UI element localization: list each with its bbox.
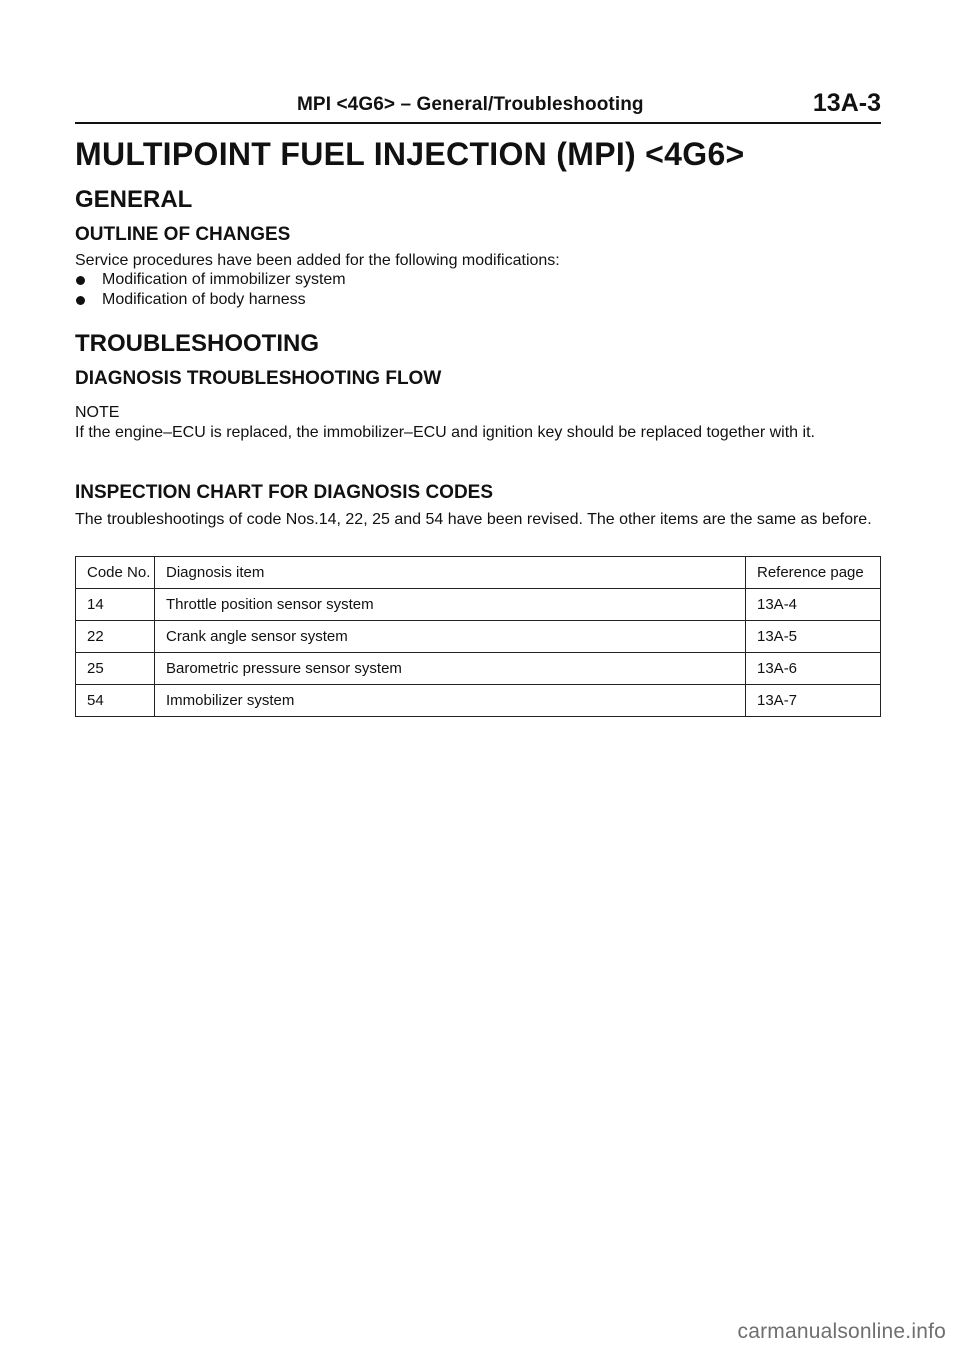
bullet-icon [76,296,85,305]
cell-ref: 13A-4 [746,589,881,621]
table-header-row [76,557,881,589]
table-row [76,621,881,653]
cell-code: 14 [76,589,155,621]
cell-item: Barometric pressure sensor system [155,653,746,685]
heading-outline-of-changes: OUTLINE OF CHANGES [75,224,291,245]
list-item: Modification of immobilizer system [75,270,346,290]
cell-ref: 13A-6 [746,653,881,685]
outline-intro: Service procedures have been added for the following modifications: [75,252,560,269]
cell-ref: 13A-5 [746,621,881,653]
table-row [76,589,881,621]
note-label: NOTE [75,404,120,421]
list-item: Modification of body harness [75,290,346,310]
heading-general: GENERAL [75,186,193,213]
document-title: MULTIPOINT FUEL INJECTION (MPI) <4G6> [75,136,745,172]
inspection-chart-table [75,556,881,717]
table-row [76,685,881,717]
header-diagnosis-item: Diagnosis item [155,557,746,589]
cell-code: 25 [76,653,155,685]
cell-code: 54 [76,685,155,717]
heading-troubleshooting: TROUBLESHOOTING [75,330,319,357]
header-reference-page: Reference page [746,557,881,589]
section-title: MPI <4G6> – General/Troubleshooting [297,94,644,115]
site-watermark: carmanualsonline.info [737,1320,946,1343]
cell-code: 22 [76,621,155,653]
cell-item: Throttle position sensor system [155,589,746,621]
cell-item: Crank angle sensor system [155,621,746,653]
table-row [76,653,881,685]
heading-inspection-chart: INSPECTION CHART FOR DIAGNOSIS CODES [75,482,494,503]
chart-intro: The troubleshootings of code Nos.14, 22, 25 and 54 have been revised. The other items are the same as before. [75,511,872,528]
running-header [75,88,881,124]
cell-ref: 13A-7 [746,685,881,717]
note-text: If the engine–ECU is replaced, the immobilizer–ECU and ignition key should be replaced together with it. [75,424,815,441]
heading-diagnosis-flow: DIAGNOSIS TROUBLESHOOTING FLOW [75,368,442,389]
bullet-icon [76,276,85,285]
page-number: 13A-3 [812,89,881,117]
cell-item: Immobilizer system [155,685,746,717]
header-code-no: Code No. [76,557,155,589]
modification-list [75,270,346,310]
